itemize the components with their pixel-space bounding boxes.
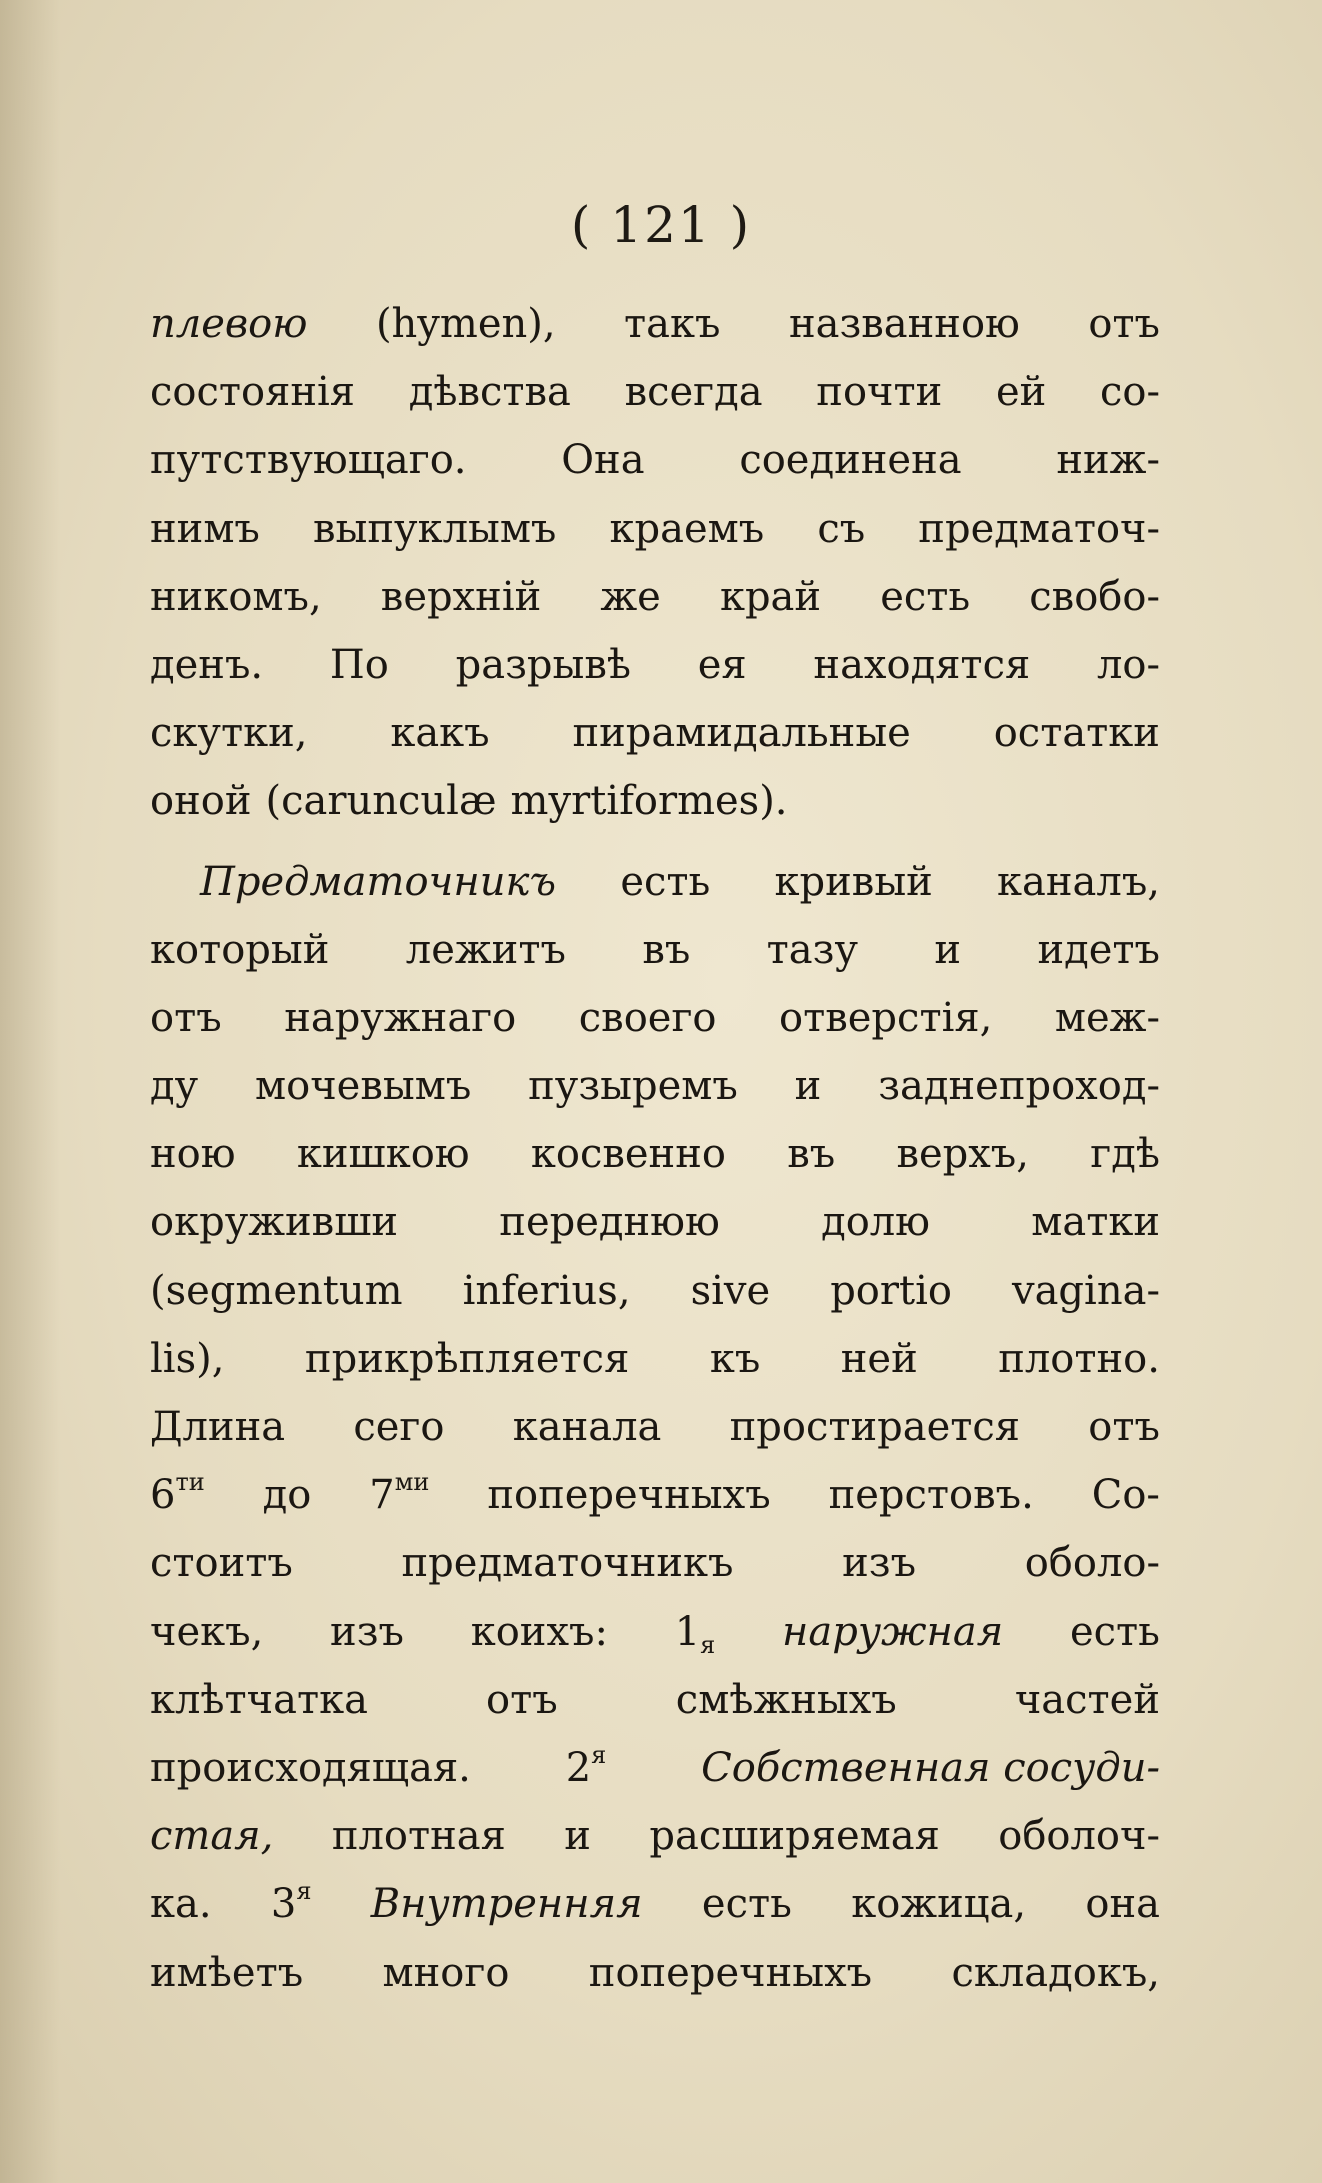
text-line — [150, 1939, 1160, 2007]
word: скутки, — [150, 710, 308, 757]
text-line — [150, 1461, 1160, 1529]
word: она — [1085, 1881, 1160, 1928]
word: стая, — [150, 1813, 274, 1860]
word: переднюю — [499, 1199, 720, 1246]
word: стоитъ — [150, 1540, 293, 1587]
word: къ — [709, 1335, 761, 1382]
word: краемъ — [609, 505, 765, 552]
word: ною — [150, 1131, 236, 1178]
word: плотная — [331, 1813, 506, 1860]
text-line — [150, 1802, 1160, 1870]
text-line — [150, 358, 1160, 426]
paragraph-gap — [150, 836, 1160, 848]
word: ло- — [1096, 641, 1160, 688]
word: въ — [642, 926, 691, 973]
word: дѣвства — [408, 369, 571, 416]
text-line — [150, 290, 1160, 358]
text-line — [150, 699, 1160, 767]
word: лежитъ — [405, 926, 566, 973]
word: есть — [701, 1881, 792, 1928]
word: myrtiformes). — [510, 778, 788, 825]
word: есть — [880, 573, 971, 620]
text-line — [150, 631, 1160, 699]
word: изъ — [842, 1540, 917, 1587]
text-line — [150, 1120, 1160, 1188]
word: отъ — [150, 994, 222, 1041]
word: отъ — [1088, 1404, 1160, 1450]
word: идетъ — [1037, 926, 1160, 973]
word: же — [600, 573, 661, 620]
word: поперечныхъ — [588, 1949, 873, 1996]
word: пирамидальные — [572, 710, 911, 757]
word: отъ — [1088, 301, 1160, 347]
word: выпуклымъ — [313, 505, 557, 552]
text-line — [150, 984, 1160, 1052]
word: portio — [830, 1267, 952, 1314]
word: Собственная сосуди- — [701, 1744, 1160, 1791]
word: разрывѣ — [455, 641, 631, 688]
word: всегда — [624, 369, 763, 416]
word: такъ — [624, 301, 721, 347]
text-line — [150, 1393, 1160, 1461]
word: который — [150, 926, 330, 973]
word: складокъ, — [951, 1949, 1160, 1996]
word: $6^{ти}$ — [150, 1468, 205, 1519]
word: смѣжныхъ — [675, 1676, 897, 1723]
word: перстовъ. — [828, 1472, 1034, 1519]
word: ея — [697, 641, 747, 688]
word: $3^я$ — [270, 1877, 312, 1928]
word: чекъ, — [150, 1608, 264, 1655]
text-line — [150, 1666, 1160, 1734]
word: отъ — [486, 1676, 558, 1723]
word: ей — [995, 369, 1047, 416]
text-line — [150, 1257, 1160, 1325]
word: со- — [1100, 369, 1160, 416]
word: (carunculæ — [265, 778, 497, 825]
body-text — [150, 290, 1160, 2007]
word: простирается — [729, 1404, 1021, 1450]
word: канала — [512, 1404, 662, 1450]
word: тазу — [766, 926, 858, 973]
word: мочевымъ — [255, 1063, 472, 1110]
word: находятся — [813, 641, 1031, 688]
text-line — [150, 563, 1160, 631]
word: По — [329, 641, 389, 688]
word: inferius, — [462, 1267, 631, 1314]
word: оной — [150, 778, 252, 825]
word: до — [262, 1472, 312, 1519]
word: нимъ — [150, 505, 260, 552]
word: остатки — [993, 710, 1160, 757]
text-line — [150, 767, 1160, 835]
word: есть — [1069, 1608, 1160, 1655]
word: кишкою — [296, 1131, 470, 1178]
word: Со- — [1091, 1472, 1160, 1519]
word: имѣетъ — [150, 1949, 304, 1996]
word: косвенно — [530, 1131, 726, 1178]
word: отверстія, — [779, 994, 993, 1041]
word: расширяемая — [649, 1813, 940, 1860]
word: lis), — [150, 1335, 225, 1382]
word: верхній — [380, 573, 542, 620]
word: своего — [578, 994, 717, 1041]
word: состоянія — [150, 369, 356, 416]
word: коихъ: — [470, 1608, 608, 1655]
word: и — [794, 1063, 822, 1110]
word: какъ — [390, 710, 490, 757]
text-line — [150, 426, 1160, 494]
word: соединена — [739, 437, 962, 484]
word: Предматочникъ — [200, 858, 557, 905]
word: поперечныхъ — [487, 1472, 771, 1519]
word: $1_я$ — [674, 1608, 716, 1659]
word: Внутренняя — [370, 1881, 643, 1928]
word: оболоч- — [998, 1813, 1160, 1860]
text-line — [150, 1529, 1160, 1597]
text-line — [150, 916, 1160, 984]
word: предматоч- — [918, 505, 1160, 552]
word: сего — [353, 1404, 445, 1450]
word: верхъ, — [896, 1131, 1029, 1178]
word: окруживши — [150, 1199, 399, 1246]
word: sive — [690, 1267, 771, 1314]
word: изъ — [330, 1608, 404, 1655]
word: названною — [788, 301, 1020, 347]
page-edge-shadow — [0, 0, 60, 2183]
text-line — [150, 1870, 1160, 1938]
text-line — [150, 495, 1160, 563]
word: ду — [150, 1063, 199, 1110]
word: ка. — [150, 1881, 212, 1928]
word: плотно. — [998, 1335, 1160, 1382]
word: ниж- — [1056, 437, 1160, 484]
word: кожица, — [851, 1881, 1027, 1928]
word: (hymen), — [375, 301, 556, 347]
word: съ — [817, 505, 866, 552]
page-number: ( 121 ) — [570, 196, 752, 254]
word: плевою — [150, 301, 308, 347]
word: пузыремъ — [528, 1063, 738, 1110]
text-line — [150, 1598, 1160, 1666]
word: ней — [840, 1335, 918, 1382]
text-line — [150, 1734, 1160, 1802]
word: прикрѣпляется — [304, 1335, 630, 1382]
word: и — [934, 926, 962, 973]
text-line — [150, 1188, 1160, 1256]
text-line — [150, 1325, 1160, 1393]
word: наружнаго — [284, 994, 517, 1041]
word: гдѣ — [1090, 1131, 1160, 1178]
word: предматочникъ — [401, 1540, 734, 1587]
word: много — [382, 1949, 510, 1996]
word: денъ. — [150, 641, 264, 688]
word: край — [719, 573, 822, 620]
word: $7^{ми}$ — [369, 1468, 430, 1519]
word: меж- — [1054, 994, 1160, 1041]
word: есть — [620, 858, 711, 905]
word: каналъ, — [997, 858, 1160, 905]
text-line — [150, 1052, 1160, 1120]
word: почти — [816, 369, 943, 416]
word: матки — [1031, 1199, 1160, 1246]
word: и — [564, 1813, 591, 1860]
word: (segmentum — [150, 1267, 403, 1314]
word: никомъ, — [150, 573, 322, 620]
word: происходящая. — [150, 1744, 471, 1791]
word: Она — [561, 437, 645, 484]
word: путствующаго. — [150, 437, 467, 484]
text-line — [150, 848, 1160, 916]
word: въ — [787, 1131, 836, 1178]
word: свобо- — [1029, 573, 1160, 620]
word: кривый — [774, 858, 933, 905]
word: оболо- — [1024, 1540, 1160, 1587]
word: $2^я$ — [565, 1740, 607, 1791]
word: Длина — [150, 1404, 286, 1450]
word: заднепроход- — [878, 1063, 1160, 1110]
word: частей — [1014, 1676, 1160, 1723]
word: долю — [821, 1199, 931, 1246]
word: клѣтчатка — [150, 1676, 368, 1723]
word: vagina- — [1011, 1267, 1160, 1314]
word: наружная — [782, 1608, 1004, 1655]
